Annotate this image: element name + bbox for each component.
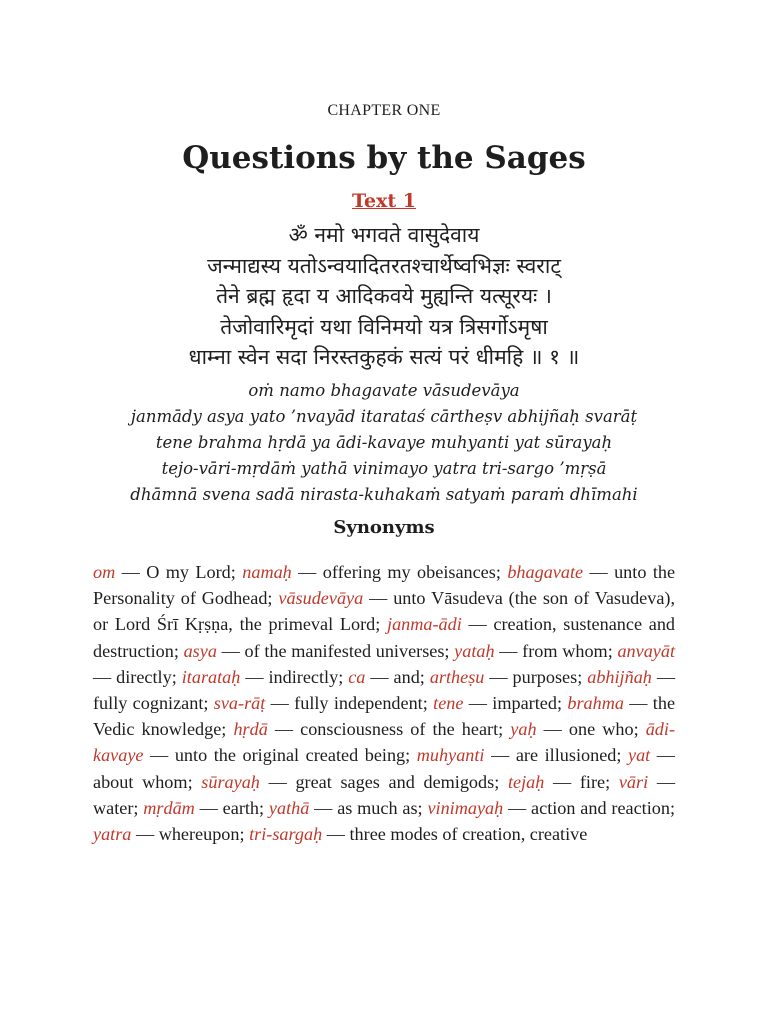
synonym-meaning: from whom — [522, 640, 608, 661]
synonym-meaning: directly — [116, 666, 172, 687]
synonym-term: yataḥ — [454, 640, 495, 661]
synonym-term: yathā — [268, 797, 310, 818]
synonym-meaning: and — [393, 666, 420, 687]
transliteration — [0, 378, 768, 508]
synonym-meaning: consciousness of the heart — [300, 719, 499, 740]
chapter-label: CHAPTER ONE — [327, 102, 441, 119]
synonym-term: vāsudevāya — [278, 588, 364, 609]
transliteration-line: tejo-vāri-mṛdāṁ yathā vinimayo yatra tri-sargo ’mṛṣā — [161, 459, 607, 478]
synonym-meaning: fully cognizant — [93, 693, 204, 714]
chapter-title: Questions by the Sages — [182, 140, 586, 176]
synonym-term: hṛdā — [233, 719, 268, 740]
synonym-meaning: imparted — [492, 693, 557, 714]
synonym-term: muhyanti — [416, 745, 485, 766]
synonym-meaning: one who — [568, 719, 634, 740]
synonym-meaning: action and reaction — [531, 797, 670, 818]
synonym-term: vāri — [618, 771, 649, 792]
synonym-term: asya — [183, 640, 217, 661]
synonym-meaning: fully independent — [294, 693, 423, 714]
synonym-meaning: are illusioned — [515, 745, 617, 766]
transliteration-line: dhāmnā svena sadā nirasta-kuhakaṁ satyaṁ paraṁ dhīmahi — [130, 485, 638, 504]
synonym-term: janma-ādi — [387, 614, 462, 635]
synonym-meaning: unto Vāsudeva (the son of Vasudeva), or Lord Śrī Kṛṣṇa, the primeval Lord — [93, 588, 676, 635]
synonym-term: sva-rāṭ — [213, 693, 266, 714]
synonyms-heading: Synonyms — [333, 517, 435, 538]
synonym-term: yat — [628, 745, 651, 766]
synonym-term: tri-sargaḥ — [249, 824, 323, 845]
synonym-term: brahma — [567, 693, 624, 714]
synonym-term: ādi-kavaye — [93, 719, 676, 766]
synonym-term: om — [93, 562, 116, 582]
synonym-term: tejaḥ — [507, 771, 545, 792]
synonym-meaning: whereupon — [158, 824, 240, 845]
synonym-term: mṛdām — [143, 797, 195, 818]
synonym-meaning: creation, sustenance and destruction — [93, 614, 676, 661]
sanskrit-verse-line: ॐ नमो भगवते वासुदेवाय — [288, 223, 480, 247]
synonym-meaning: as much as — [337, 797, 418, 818]
synonym-meaning: fire — [579, 771, 606, 792]
synonym-meaning: unto the original created being — [174, 745, 406, 766]
synonym-meaning: offering my obeisances — [322, 562, 496, 582]
synonym-meaning: of the manifested universes — [244, 640, 445, 661]
synonym-meaning: O my Lord — [146, 562, 231, 582]
transliteration-line: janmādy asya yato ’nvayād itarataś cārtheṣv abhijñaḥ svarāṭ — [130, 407, 638, 426]
transliteration-line: oṁ namo bhagavate vāsudevāya — [248, 381, 520, 400]
synonym-meaning: great sages and demigods — [295, 771, 495, 792]
synonym-term: bhagavate — [507, 562, 584, 582]
synonym-term: namaḥ — [242, 562, 292, 582]
sanskrit-verse-line: जन्माद्यस्य यतोऽन्वयादितरतश्चार्थेष्वभिज्ञः स्वराट् — [207, 253, 561, 278]
synonym-term: abhijñaḥ — [587, 666, 652, 687]
sanskrit-verse — [0, 220, 768, 373]
synonym-term: artheṣu — [429, 666, 485, 687]
synonym-term: tene — [433, 693, 464, 714]
synonym-meaning: about whom — [93, 771, 188, 792]
synonym-meaning: indirectly — [268, 666, 339, 687]
synonym-meaning: earth — [222, 797, 260, 818]
synonym-meaning: purposes — [512, 666, 578, 687]
synonym-meaning: the Vedic knowledge — [93, 693, 676, 740]
synonym-meaning: three modes of creation, creative — [349, 824, 588, 845]
synonym-term: ca — [348, 666, 366, 687]
synonym-meaning: water — [93, 797, 134, 818]
text-number-link[interactable]: Text 1 — [352, 190, 416, 212]
synonym-term: sūrayaḥ — [201, 771, 260, 792]
transliteration-line: tene brahma hṛdā ya ādi-kavaye muhyanti yat sūrayaḥ — [155, 433, 613, 452]
synonym-term: anvayāt — [617, 640, 676, 661]
synonyms-paragraph: om — O my Lord; namaḥ — offering my obeisances; bhagavate — unto the Personality of Godhead; vāsudevāya — unto Vāsudeva (the son of Vasudeva), or Lord Śrī Kṛṣṇa, the primeval Lord; janma-ādi — creation, sustenance and destruction; asya — of the manifested universes; yataḥ — from whom; anvayāt — directly; itarataḥ — indirectly; ca — and; artheṣu — purposes; abhijñaḥ — fully cognizant; sva-rāṭ — fully independent; tene — imparted; brahma — the Vedic knowledge; hṛdā — consciousness of the heart; yaḥ — one who; ādi-kavaye — unto the original created being; muhyanti — are illusioned; yat — about whom; sūrayaḥ — great sages and demigods; tejaḥ — fire; vāri — water; mṛdām — earth; yathā — as much as; vinimayaḥ — action and reaction; yatra — whereupon; tri-sargaḥ — three modes of creation, creative — [93, 562, 676, 845]
synonym-term: itarataḥ — [181, 666, 241, 687]
synonym-term: yaḥ — [510, 719, 537, 740]
synonym-meaning: unto the Personality of Godhead — [93, 562, 676, 609]
sanskrit-verse-line: तेजोवारिमृदां यथा विनिमयो यत्र त्रिसर्गोऽमृषा — [220, 314, 548, 339]
sanskrit-verse-line: तेने ब्रह्म हृदा य आदिकवये मुह्यन्ति यत्सूरयः । — [216, 284, 552, 308]
sanskrit-verse-line: धाम्ना स्वेन सदा निरस्तकुहकं सत्यं परं धीमहि ॥ १ ॥ — [188, 345, 580, 369]
synonym-term: yatra — [93, 824, 132, 845]
synonym-term: vinimayaḥ — [427, 797, 504, 818]
